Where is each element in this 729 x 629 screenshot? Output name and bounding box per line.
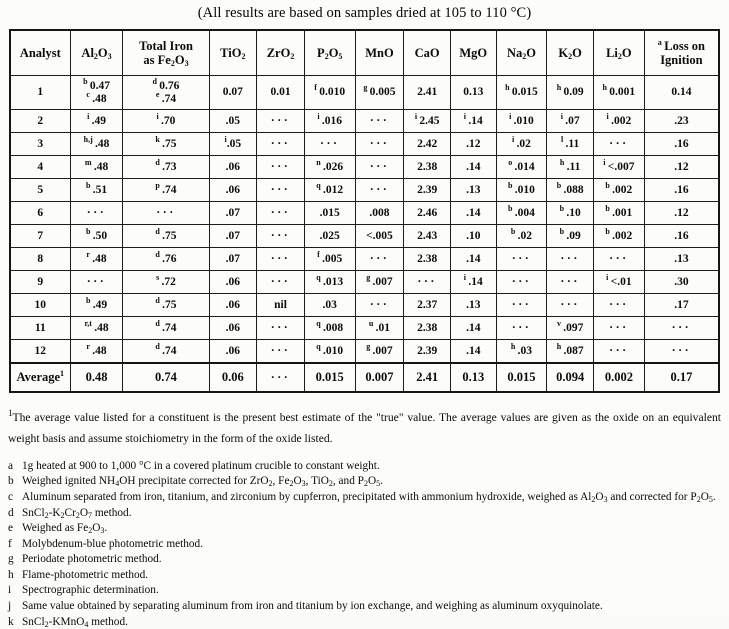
average-value-cell: 2.41 — [404, 363, 451, 392]
value-cell: $^q$ .008 — [304, 317, 355, 340]
header-cell: $Al_2O_3$ — [70, 30, 123, 76]
average-value-cell: 0.17 — [644, 363, 719, 392]
value-cell: ··· — [496, 248, 547, 271]
footnote-letter: b — [8, 475, 14, 488]
value-cell: $^i$ .02 — [496, 133, 547, 156]
value-cell: ··· — [547, 271, 594, 294]
average-value-cell: 0.094 — [547, 363, 594, 392]
value-cell: ··· — [70, 202, 123, 225]
value-cell: ··· — [257, 271, 305, 294]
average-value-cell: 0.06 — [209, 363, 257, 392]
value-cell: 2.42 — [404, 133, 451, 156]
value-cell: ··· — [593, 248, 644, 271]
average-value-cell: 0.48 — [70, 363, 123, 392]
value-cell: $^n$ .026 — [304, 156, 355, 179]
value-cell: 0.13 — [450, 76, 496, 110]
value-cell: .17 — [644, 294, 719, 317]
value-cell: .30 — [644, 271, 719, 294]
header-cell: Total Iron as $Fe_2O_3$ — [123, 30, 209, 76]
footnote-row — [8, 507, 721, 519]
value-cell: $^h$ .087 — [547, 340, 594, 364]
value-cell: .025 — [304, 225, 355, 248]
value-cell: $^i$.05 — [209, 133, 257, 156]
data-row — [10, 317, 719, 340]
value-cell: .12 — [644, 202, 719, 225]
footnote-letter: e — [8, 522, 14, 535]
value-cell: $^g$ .007 — [355, 271, 404, 294]
footnote-letter: i — [8, 584, 12, 597]
analyst-cell: 8 — [10, 248, 70, 271]
data-row — [10, 133, 719, 156]
value-cell: ··· — [355, 156, 404, 179]
value-cell: $^i$ .002 — [593, 110, 644, 133]
header-cell: Analyst — [10, 30, 70, 76]
data-row — [10, 248, 719, 271]
value-cell: $^i$ .14 — [450, 271, 496, 294]
value-cell: $^b$ .002 — [593, 179, 644, 202]
value-cell: 2.39 — [404, 340, 451, 364]
average-value-cell: 0.007 — [355, 363, 404, 392]
value-cell: $^h$ 0.001 — [593, 76, 644, 110]
footnote-row — [8, 475, 721, 487]
value-cell: 0.14 — [644, 76, 719, 110]
value-cell: $^h$ 0.09 — [547, 76, 594, 110]
footnote-text: Aluminum separated from iron, titanium, and zirconium by cupferron, precipitated with ammonium hydroxide, weighed as $Al_2O_3$ and corrected for $P_2O_5$. — [22, 490, 716, 504]
footnote-letter: c — [8, 490, 14, 503]
value-cell: $^b$ .002 — [593, 225, 644, 248]
footnote-text: SnCl$_2$-KMnO$_4$ method. — [22, 615, 128, 629]
header-cell: MgO — [450, 30, 496, 76]
value-cell: .14 — [450, 156, 496, 179]
value-cell: $^o$ .014 — [496, 156, 547, 179]
analyst-cell: 9 — [10, 271, 70, 294]
average-value-cell: 0.015 — [304, 363, 355, 392]
value-cell: ··· — [496, 271, 547, 294]
footnote-letter: k — [8, 615, 14, 628]
value-cell: ··· — [496, 294, 547, 317]
value-cell: ··· — [304, 133, 355, 156]
data-row — [10, 202, 719, 225]
value-cell: $^r$ .48 — [70, 340, 123, 364]
value-cell: 2.39 — [404, 179, 451, 202]
value-cell: $^r$ .48 — [70, 248, 123, 271]
value-cell: .16 — [644, 133, 719, 156]
value-cell: ··· — [404, 271, 451, 294]
value-cell: $^i$ 2.45 — [404, 110, 451, 133]
value-cell: .23 — [644, 110, 719, 133]
footnote-text: $SnCl_2-K_2Cr_2O_7$ method. — [22, 506, 132, 520]
value-cell: .16 — [644, 225, 719, 248]
analyst-cell: 1 — [10, 76, 70, 110]
value-cell: 2.38 — [404, 317, 451, 340]
value-cell: $^q$ .013 — [304, 271, 355, 294]
value-cell: $^b$ .088 — [547, 179, 594, 202]
value-cell: ··· — [355, 179, 404, 202]
value-cell: $^i$ .70 — [123, 110, 209, 133]
value-cell: $^i$ .07 — [547, 110, 594, 133]
analyst-cell: 4 — [10, 156, 70, 179]
value-cell: $^g$ 0.005 — [355, 76, 404, 110]
footnote-letter: d — [8, 506, 14, 519]
value-cell: ··· — [257, 156, 305, 179]
footnote-letter: f — [8, 537, 12, 550]
average-value-cell: 0.015 — [496, 363, 547, 392]
value-cell: ··· — [257, 317, 305, 340]
value-cell: $^v$ .097 — [547, 317, 594, 340]
value-cell: .16 — [644, 179, 719, 202]
value-cell: $^d$ 0.76 $^e$ .74 — [123, 76, 209, 110]
value-cell: $^b$ .004 — [496, 202, 547, 225]
average-label: Average$^1$ — [10, 363, 70, 392]
footnote-letter: h — [8, 568, 14, 581]
value-cell: ··· — [355, 133, 404, 156]
footnote-row — [8, 584, 721, 596]
value-cell: ··· — [593, 133, 644, 156]
value-cell: $^q$ .012 — [304, 179, 355, 202]
header-row — [10, 30, 719, 76]
footnote-row — [8, 460, 721, 472]
value-cell: ··· — [123, 202, 209, 225]
value-cell: $^b$ .09 — [547, 225, 594, 248]
value-cell: .06 — [209, 340, 257, 364]
value-cell: ··· — [593, 294, 644, 317]
value-cell: .06 — [209, 156, 257, 179]
value-cell: $^l$ .11 — [547, 133, 594, 156]
footnote-row — [8, 616, 721, 628]
value-cell: .12 — [450, 133, 496, 156]
value-cell: .06 — [209, 271, 257, 294]
value-cell: .13 — [644, 248, 719, 271]
page-title: (All results are based on samples dried at 105 to 110 °C) — [197, 5, 532, 21]
value-cell: $^d$ .74 — [123, 317, 209, 340]
value-cell: $^i$ <.007 — [593, 156, 644, 179]
value-cell: $^i$ <.01 — [593, 271, 644, 294]
value-cell: $^d$ .75 — [123, 225, 209, 248]
value-cell: .05 — [209, 110, 257, 133]
value-cell: .10 — [450, 225, 496, 248]
data-row — [10, 156, 719, 179]
value-cell: ··· — [547, 248, 594, 271]
value-cell: $^d$ .74 — [123, 340, 209, 364]
footnote-text: Periodate photometric method. — [22, 553, 162, 566]
value-cell: .14 — [450, 202, 496, 225]
footnote-text: Spectrographic determination. — [22, 584, 159, 597]
value-cell: ··· — [547, 294, 594, 317]
data-row — [10, 294, 719, 317]
value-cell: .14 — [450, 340, 496, 364]
value-cell: $^d$ .76 — [123, 248, 209, 271]
value-cell: $^d$ .75 — [123, 294, 209, 317]
value-cell: ··· — [70, 271, 123, 294]
value-cell: nil — [257, 294, 305, 317]
footnote-letter: j — [8, 600, 12, 613]
header-cell: $P_2O_5$ — [304, 30, 355, 76]
value-cell: $^k$ .75 — [123, 133, 209, 156]
value-cell: ··· — [257, 225, 305, 248]
value-cell: 2.37 — [404, 294, 451, 317]
value-cell: .06 — [209, 317, 257, 340]
footnote-row — [8, 569, 721, 581]
value-cell: $^d$ .73 — [123, 156, 209, 179]
value-cell: $^b$ .49 — [70, 294, 123, 317]
header-cell: TiO$_2$ — [209, 30, 257, 76]
analyst-cell: 12 — [10, 340, 70, 364]
footnote-text: Weighed ignited $NH_4OH$ precipitate corrected for ZrO$_2$, $Fe_2O_3$, TiO$_2$, and $P_2O_5$. — [22, 475, 383, 489]
footnote-letter: a — [8, 459, 14, 472]
value-cell: 2.38 — [404, 156, 451, 179]
footnote-text: Molybdenum-blue photometric method. — [22, 537, 204, 550]
value-cell: 2.38 — [404, 248, 451, 271]
value-cell: $^b$ 0.47 $^c$ .48 — [70, 76, 123, 110]
method-footnotes — [8, 460, 721, 628]
value-cell: 2.46 — [404, 202, 451, 225]
footnote-text: Same value obtained by separating aluminum from iron and titanium by ion exchange, and weighing as aluminum oxyquinolate. — [22, 600, 603, 613]
value-cell: $^g$ .007 — [355, 340, 404, 364]
value-cell: $^i$ .49 — [70, 110, 123, 133]
footnote-text: Weighed as $Fe_2O_3$. — [22, 522, 108, 536]
footnote-text: Flame-photometric method. — [22, 568, 149, 581]
value-cell: 2.43 — [404, 225, 451, 248]
header-cell: CaO — [404, 30, 451, 76]
data-row — [10, 271, 719, 294]
average-row — [10, 363, 719, 392]
value-cell: ··· — [593, 317, 644, 340]
value-cell: $^b$ .001 — [593, 202, 644, 225]
value-cell: ··· — [257, 248, 305, 271]
value-cell: $^m$ .48 — [70, 156, 123, 179]
footnote-row — [8, 553, 721, 565]
value-cell: $^h$ .03 — [496, 340, 547, 364]
data-row — [10, 179, 719, 202]
value-cell: ··· — [257, 110, 305, 133]
value-cell: $^h$ .11 — [547, 156, 594, 179]
results-table — [9, 29, 720, 393]
average-value-cell: 0.13 — [450, 363, 496, 392]
value-cell: .06 — [209, 294, 257, 317]
value-cell: $^p$ .74 — [123, 179, 209, 202]
header-cell: $K_2O$ — [547, 30, 594, 76]
value-cell: ··· — [644, 340, 719, 364]
analyst-cell: 3 — [10, 133, 70, 156]
value-cell: $^b$ .10 — [547, 202, 594, 225]
value-cell: .07 — [209, 202, 257, 225]
analyst-cell: 5 — [10, 179, 70, 202]
average-value-cell: 0.74 — [123, 363, 209, 392]
value-cell: $^f$ 0.010 — [304, 76, 355, 110]
header-cell: $^a$ Loss on Ignition — [644, 30, 719, 76]
average-value-cell: ··· — [257, 363, 305, 392]
value-cell: $^b$ .51 — [70, 179, 123, 202]
value-cell: <.005 — [355, 225, 404, 248]
analyst-cell: 11 — [10, 317, 70, 340]
footnote-text: 1g heated at 900 to 1,000 °C in a covered platinum crucible to constant weight. — [22, 459, 380, 472]
analyst-cell: 6 — [10, 202, 70, 225]
value-cell: .13 — [450, 179, 496, 202]
value-cell: ··· — [257, 340, 305, 364]
header-cell: $Na_2O$ — [496, 30, 547, 76]
value-cell: .07 — [209, 248, 257, 271]
value-cell: ··· — [496, 317, 547, 340]
value-cell: ··· — [257, 133, 305, 156]
header-cell: ZrO$_2$ — [257, 30, 305, 76]
value-cell: ··· — [257, 179, 305, 202]
value-cell: $^h$ 0.015 — [496, 76, 547, 110]
value-cell: $^q$ .010 — [304, 340, 355, 364]
data-row — [10, 340, 719, 364]
value-cell: .07 — [209, 225, 257, 248]
data-row — [10, 76, 719, 110]
value-cell: $^f$ .005 — [304, 248, 355, 271]
analyst-cell: 2 — [10, 110, 70, 133]
footnote-row — [8, 538, 721, 550]
value-cell: .008 — [355, 202, 404, 225]
value-cell: ··· — [644, 317, 719, 340]
header-cell: $Li_2O$ — [593, 30, 644, 76]
value-cell: ··· — [355, 248, 404, 271]
value-cell: ··· — [355, 294, 404, 317]
analyst-cell: 7 — [10, 225, 70, 248]
value-cell: 0.01 — [257, 76, 305, 110]
data-row — [10, 110, 719, 133]
value-cell: $^{r,t}$ .48 — [70, 317, 123, 340]
value-cell: $^b$ .02 — [496, 225, 547, 248]
value-cell: $^u$ .01 — [355, 317, 404, 340]
value-cell: ··· — [257, 202, 305, 225]
value-cell: 2.41 — [404, 76, 451, 110]
data-row — [10, 225, 719, 248]
footnote-letter: g — [8, 553, 14, 566]
value-cell: $^i$ .14 — [450, 110, 496, 133]
value-cell: .06 — [209, 179, 257, 202]
value-cell: ··· — [593, 340, 644, 364]
value-cell: .14 — [450, 317, 496, 340]
value-cell: .015 — [304, 202, 355, 225]
header-cell: MnO — [355, 30, 404, 76]
value-cell: $^i$ .016 — [304, 110, 355, 133]
footnote-row — [8, 491, 721, 503]
value-cell: 0.07 — [209, 76, 257, 110]
value-cell: ··· — [355, 110, 404, 133]
value-cell: .14 — [450, 248, 496, 271]
value-cell: $^b$ .50 — [70, 225, 123, 248]
average-value-cell: 0.002 — [593, 363, 644, 392]
analyst-cell: 10 — [10, 294, 70, 317]
value-cell: $^s$ .72 — [123, 271, 209, 294]
value-cell: $^{h,j}$ .48 — [70, 133, 123, 156]
general-footnote: $^1$The average value listed for a constituent is the present best estimate of the "true" value. The average values are given as the oxide on an equivalent weight basis and assume stoichiometry in the form of the oxide listed. — [8, 408, 721, 445]
footnote-row — [8, 600, 721, 612]
value-cell: .13 — [450, 294, 496, 317]
value-cell: $^b$ .010 — [496, 179, 547, 202]
value-cell: .03 — [304, 294, 355, 317]
value-cell: .12 — [644, 156, 719, 179]
table-body — [10, 76, 719, 393]
value-cell: $^i$ .010 — [496, 110, 547, 133]
footnote-row — [8, 522, 721, 534]
